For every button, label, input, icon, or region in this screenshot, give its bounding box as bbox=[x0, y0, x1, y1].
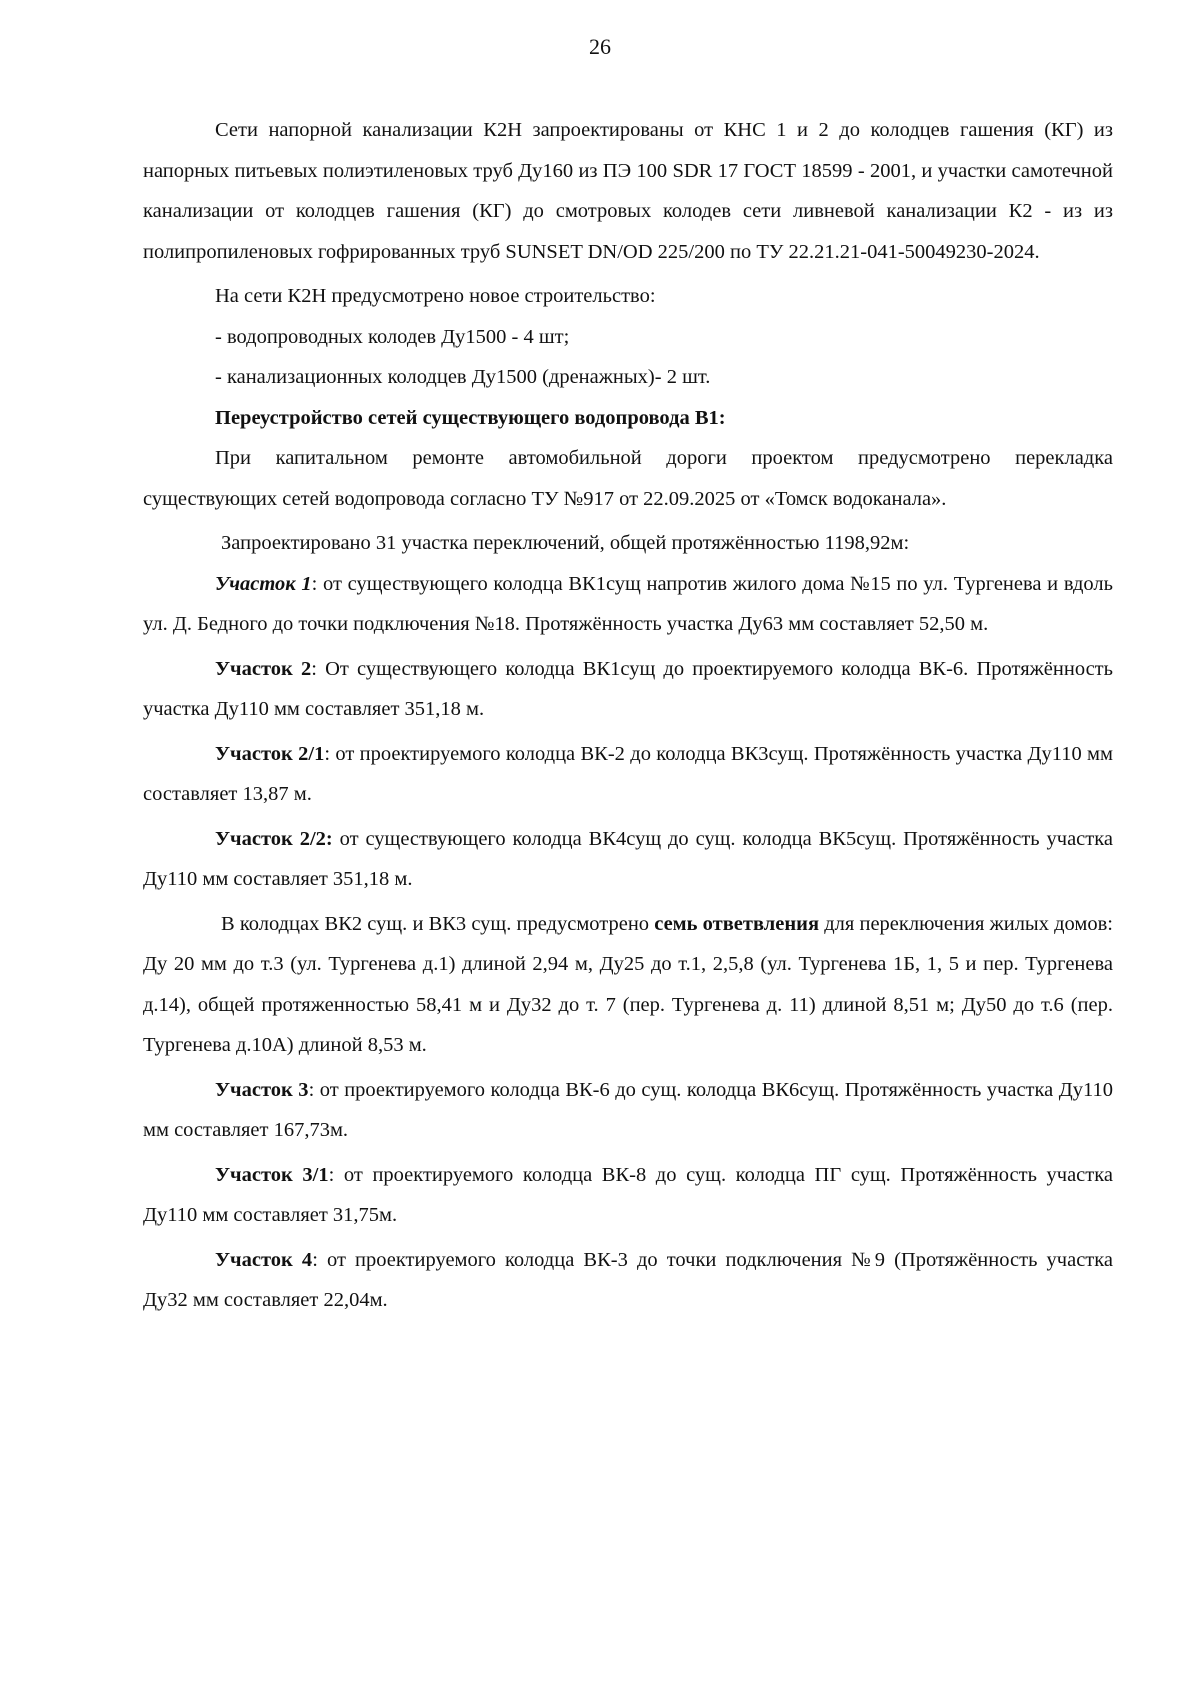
section-1-label: Участок 1 bbox=[215, 572, 312, 595]
section-1 bbox=[143, 564, 1113, 645]
branches-text-a: В колодцах ВК2 сущ. и ВК3 сущ. предусмотрено bbox=[221, 912, 655, 935]
list-item-sewer-wells: - канализационных колодцев Ду1500 (дренажных)- 2 шт. bbox=[215, 366, 711, 388]
section-2-label: Участок 2 bbox=[215, 657, 312, 680]
section-3 bbox=[143, 1070, 1113, 1151]
section-2-1-label: Участок 2/1 bbox=[215, 742, 325, 765]
page-number: 26 bbox=[589, 34, 611, 59]
section-2-1 bbox=[143, 734, 1113, 815]
paragraph-k2n-networks: Сети напорной канализации К2Н запроектированы от КНС 1 и 2 до колодцев гашения (КГ) из напорных питьевых полиэтиленовых труб Ду160 из ПЭ 100 SDR 17 ГОСТ 18599 - 2001, и участки самотечной канализации от колодцев гашения (КГ) до смотровых колодев сети ливневой канализации К2 - из из полипропиленовых гофрированных труб SUNSET DN/OD 225/200 по ТУ 22.21.21-041-50049230-2024. bbox=[143, 119, 1113, 263]
section-2-1-text: : от проектируемого колодца ВК-2 до колодца ВК3сущ. Протяжённость участка Ду110 мм составляет 13,87 м. bbox=[143, 742, 1113, 805]
paragraph-reconstruction: При капитальном ремонте автомобильной дороги проектом предусмотрено перекладка существующих сетей водопровода согласно ТУ №917 от 22.09.2025 от «Томск водоканала». bbox=[143, 447, 1113, 510]
paragraph-new-construction: На сети К2Н предусмотрено новое строительство: bbox=[215, 285, 656, 307]
section-3-1-label: Участок 3/1 bbox=[215, 1163, 329, 1186]
paragraph-branches bbox=[143, 904, 1113, 1066]
section-2-2-text: от существующего колодца ВК4сущ до сущ. колодца ВК5сущ. Протяжённость участка Ду110 мм составляет 351,18 м. bbox=[143, 827, 1113, 890]
section-4 bbox=[143, 1240, 1113, 1321]
section-2-text: : От существующего колодца ВК1сущ до проектируемого колодца ВК-6. Протяжённость участка Ду110 мм составляет 351,18 м. bbox=[143, 657, 1113, 720]
section-2 bbox=[143, 649, 1113, 730]
list-item-water-wells: - водопроводных колодев Ду1500 - 4 шт; bbox=[215, 325, 570, 348]
section-2-2-label: Участок 2/2: bbox=[215, 827, 333, 850]
section-3-1 bbox=[143, 1155, 1113, 1236]
section-heading: Переустройство сетей существующего водопровода В1: bbox=[215, 406, 726, 429]
section-1-text: : от существующего колодца ВК1сущ напротив жилого дома №15 по ул. Тургенева и вдоль ул. Д. Бедного до точки подключения №18. Протяжённость участка Ду63 мм составляет 52,50 м. bbox=[143, 572, 1113, 635]
section-3-text: : от проектируемого колодца ВК-6 до сущ. колодца ВК6сущ. Протяжённость участка Ду110 мм составляет 167,73м. bbox=[143, 1078, 1113, 1141]
document-body bbox=[143, 110, 1113, 1321]
branches-text-c: для переключения жилых домов: Ду 20 мм до т.3 (ул. Тургенева д.1) длиной 2,94 м, Ду25 до т.1, 2,5,8 (ул. Тургенева 1Б, 1, 5 и пер. Тургенева д.14), общей протяженностью 58,41 м и Ду32 до т. 7 (пер. Тургенева д. 11) длиной 8,51 м; Ду50 до т.6 (пер. Тургенева д.10А) длиной 8,53 м. bbox=[143, 912, 1114, 1056]
section-4-text: : от проектируемого колодца ВК-3 до точки подключения №9 (Протяжённость участка Ду32 мм составляет 22,04м. bbox=[143, 1248, 1113, 1311]
branches-emphasis: семь ответвления bbox=[654, 912, 820, 935]
section-4-label: Участок 4 bbox=[215, 1248, 313, 1271]
section-3-1-text: : от проектируемого колодца ВК-8 до сущ. колодца ПГ сущ. Протяжённость участка Ду110 мм составляет 31,75м. bbox=[143, 1163, 1113, 1226]
section-3-label: Участок 3 bbox=[215, 1078, 309, 1101]
section-2-2 bbox=[143, 819, 1113, 900]
paragraph-designed-sections: Запроектировано 31 участка переключений, общей протяжённостью 1198,92м: bbox=[221, 532, 910, 554]
